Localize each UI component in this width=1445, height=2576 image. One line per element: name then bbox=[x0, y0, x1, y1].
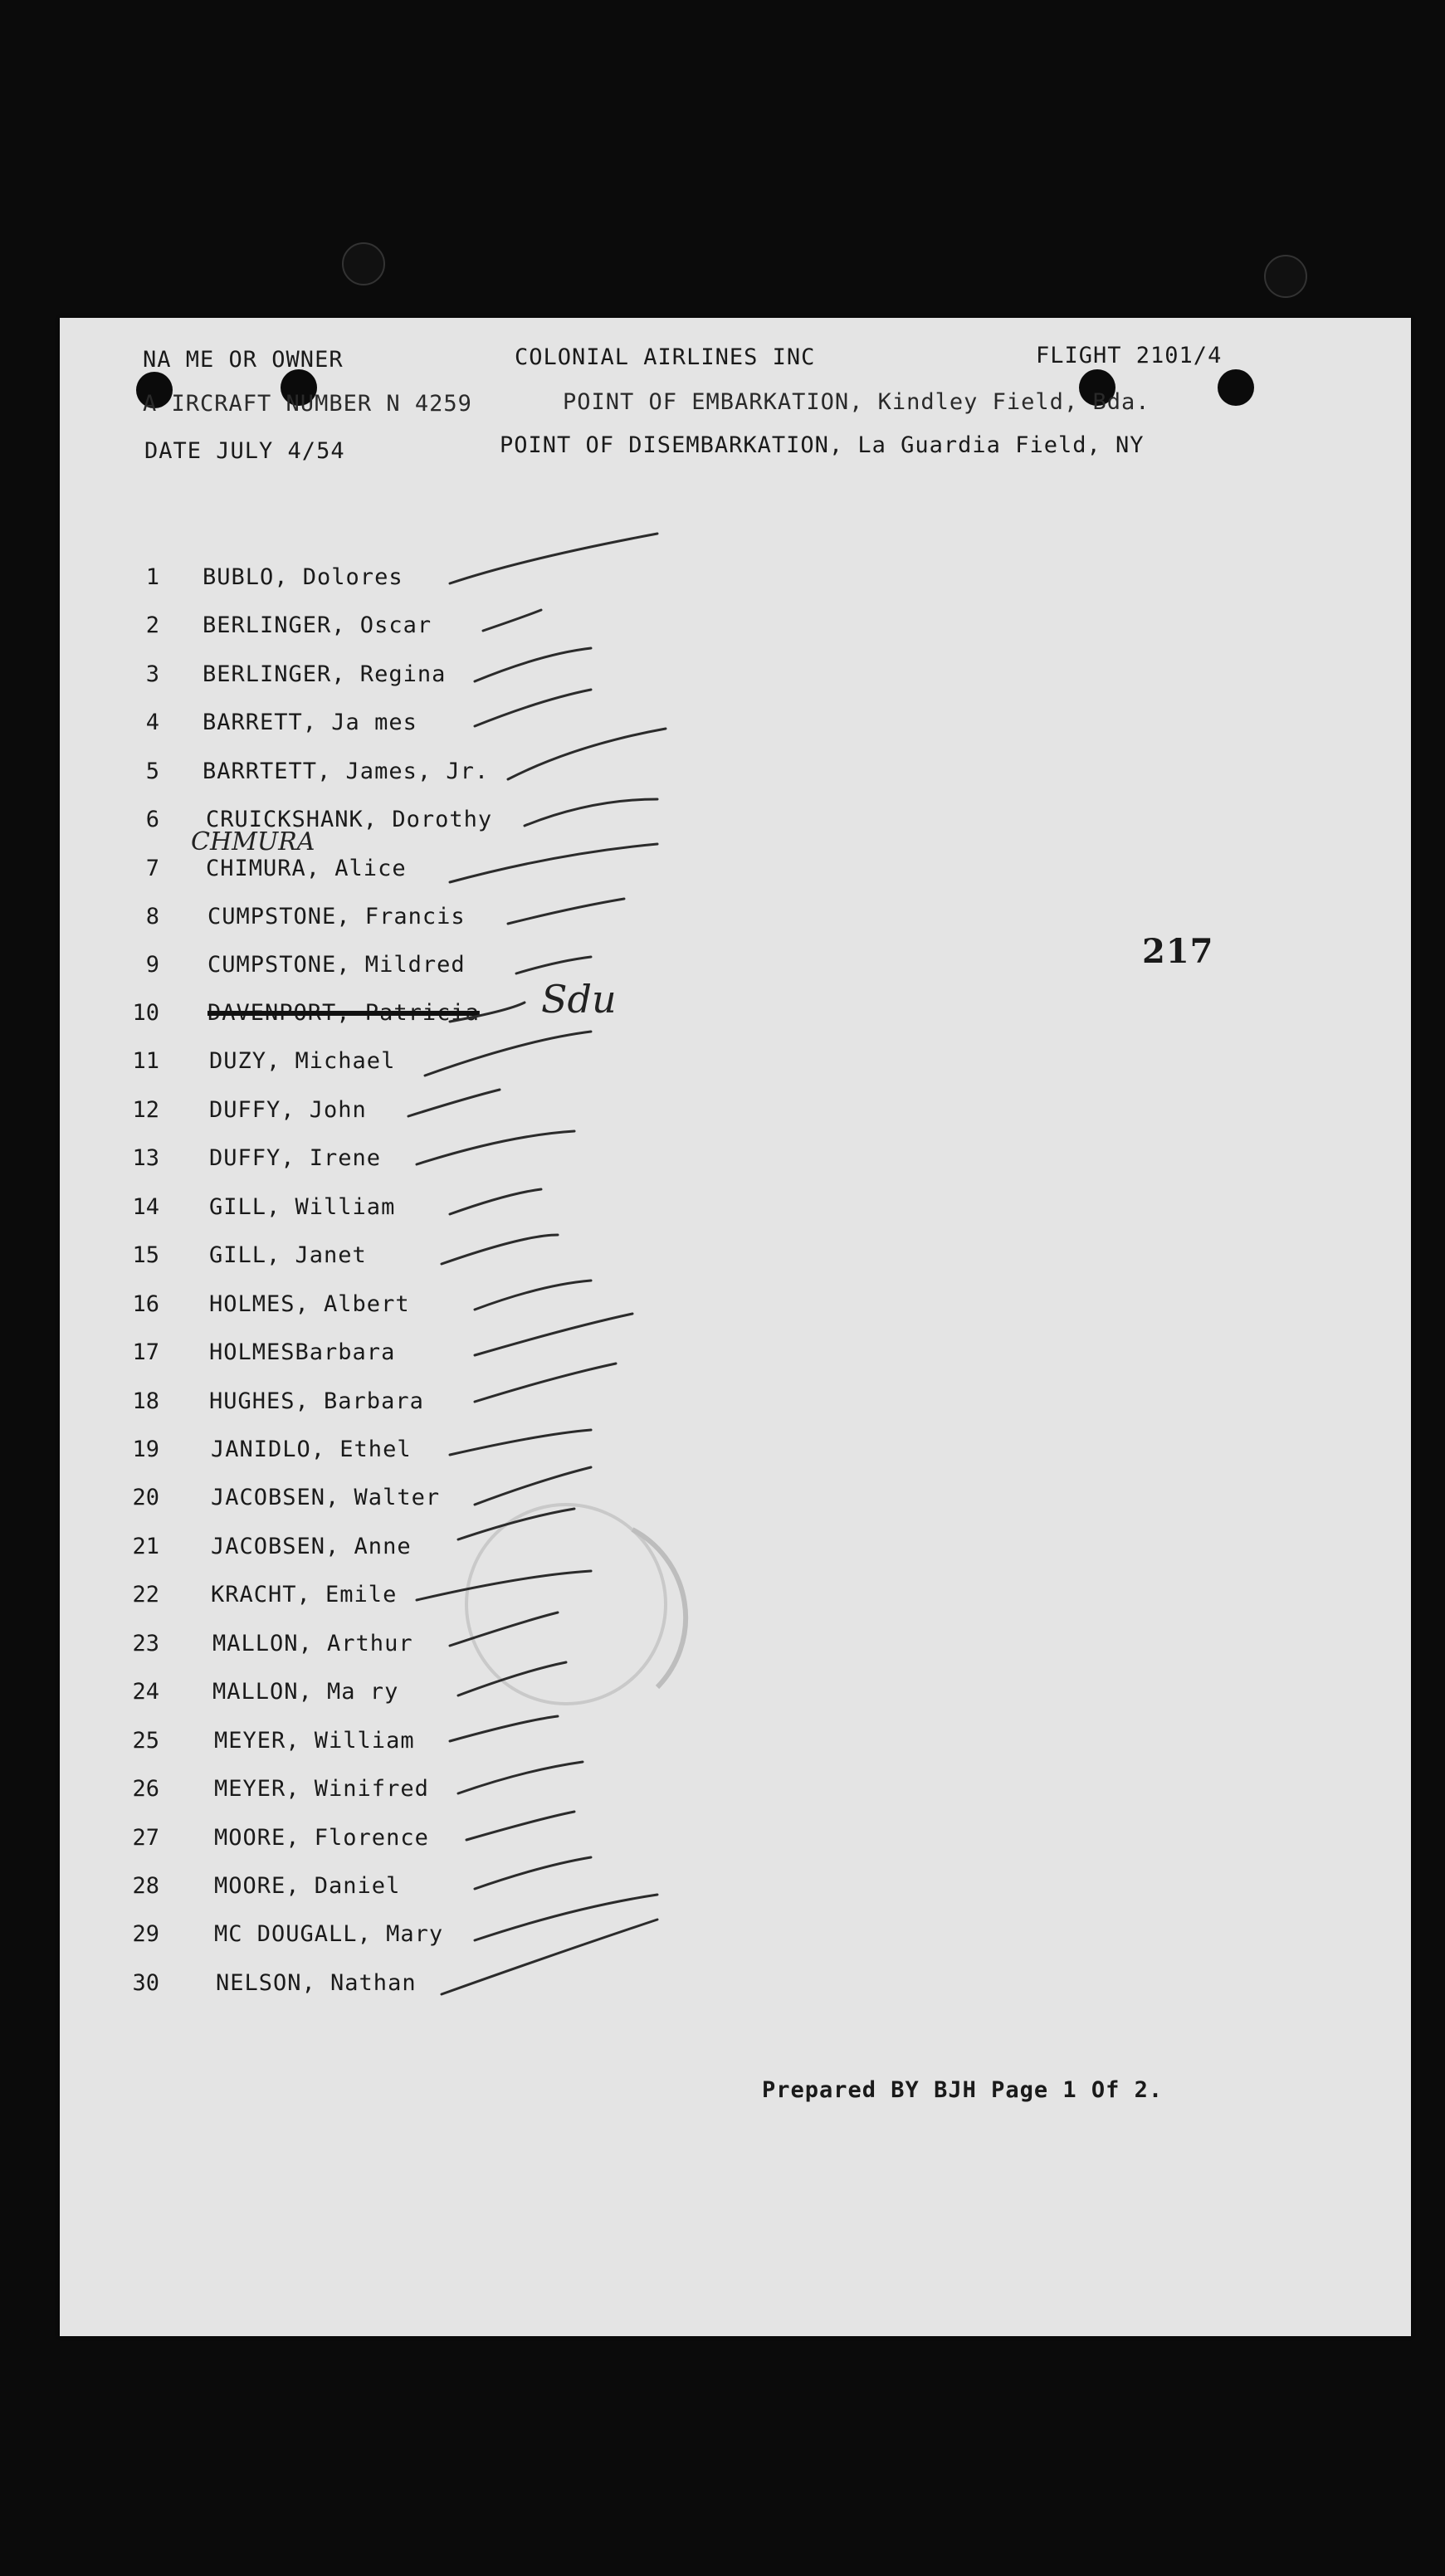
row-number: 24 bbox=[132, 1679, 159, 1705]
row-number: 17 bbox=[132, 1339, 159, 1365]
check-tick bbox=[442, 1920, 657, 1994]
row-number: 3 bbox=[145, 661, 159, 687]
check-tick bbox=[417, 1131, 574, 1164]
check-tick bbox=[475, 1314, 632, 1355]
row-number: 6 bbox=[145, 807, 159, 832]
passenger-name: DUZY, Michael bbox=[209, 1048, 396, 1074]
passenger-name: MEYER, William bbox=[214, 1728, 415, 1754]
flight-number: FLIGHT 2101/4 bbox=[1036, 343, 1223, 368]
row-number: 20 bbox=[132, 1485, 159, 1510]
check-tick bbox=[408, 1090, 500, 1116]
name-owner-label: NA ME OR OWNER bbox=[143, 347, 344, 373]
check-tick bbox=[442, 1235, 558, 1264]
check-tick bbox=[450, 1430, 591, 1455]
passenger-name: MOORE, Daniel bbox=[214, 1873, 401, 1899]
check-tick bbox=[525, 799, 657, 826]
row-number: 28 bbox=[132, 1873, 159, 1899]
check-tick bbox=[466, 1812, 574, 1840]
passenger-name: NELSON, Nathan bbox=[216, 1970, 417, 1996]
annotation-overlay bbox=[60, 318, 1411, 2336]
row-number: 21 bbox=[132, 1534, 159, 1559]
row-number: 29 bbox=[132, 1921, 159, 1947]
row-number: 12 bbox=[132, 1097, 159, 1123]
row-number: 10 bbox=[132, 1000, 159, 1026]
check-tick bbox=[450, 1003, 525, 1022]
row-number: 9 bbox=[145, 952, 159, 978]
passenger-name: GILL, William bbox=[209, 1194, 396, 1220]
passenger-name: DUFFY, Irene bbox=[209, 1145, 382, 1171]
passenger-name: HOLMESBarbara bbox=[209, 1339, 396, 1365]
passenger-name: JACOBSEN, Walter bbox=[211, 1485, 441, 1510]
check-tick bbox=[475, 648, 591, 681]
row-number: 19 bbox=[132, 1437, 159, 1462]
manifest-date: DATE JULY 4/54 bbox=[144, 438, 345, 464]
row-number: 4 bbox=[145, 710, 159, 735]
aircraft-number: A IRCRAFT NUMBER N 4259 bbox=[143, 391, 472, 417]
check-tick bbox=[508, 899, 624, 924]
row-number: 16 bbox=[132, 1291, 159, 1317]
row-number: 8 bbox=[145, 904, 159, 929]
passenger-name: MC DOUGALL, Mary bbox=[214, 1921, 444, 1947]
passenger-name: MALLON, Arthur bbox=[212, 1631, 413, 1656]
passenger-name: GILL, Janet bbox=[209, 1242, 367, 1268]
check-tick bbox=[475, 1467, 591, 1505]
check-tick bbox=[475, 1281, 591, 1310]
passenger-name: DUFFY, John bbox=[209, 1097, 367, 1123]
check-tick bbox=[508, 729, 666, 779]
check-tick bbox=[475, 1857, 591, 1889]
passenger-name: JACOBSEN, Anne bbox=[211, 1534, 412, 1559]
check-tick bbox=[450, 534, 657, 583]
passenger-name: CUMPSTONE, Mildred bbox=[207, 952, 466, 978]
passenger-name: BARRETT, Ja mes bbox=[203, 710, 417, 735]
row-number: 5 bbox=[145, 759, 159, 784]
handwritten-correction: CHMURA bbox=[191, 827, 315, 856]
check-tick bbox=[450, 1716, 558, 1741]
passenger-name: MEYER, Winifred bbox=[214, 1776, 429, 1802]
check-tick bbox=[475, 1895, 657, 1940]
row-number: 18 bbox=[132, 1388, 159, 1414]
passenger-name: MOORE, Florence bbox=[214, 1825, 429, 1851]
passenger-name: KRACHT, Emile bbox=[211, 1582, 398, 1608]
passenger-name: CHIMURA, Alice bbox=[206, 856, 407, 881]
faint-stamp-arc bbox=[632, 1530, 686, 1687]
row-number: 22 bbox=[132, 1582, 159, 1608]
check-tick bbox=[475, 690, 591, 726]
check-tick bbox=[458, 1762, 583, 1793]
faint-circular-stamp bbox=[466, 1505, 666, 1704]
row-number: 27 bbox=[132, 1825, 159, 1851]
check-tick bbox=[417, 1571, 591, 1600]
passenger-name: BERLINGER, Oscar bbox=[203, 612, 432, 638]
page-stamp-number: 217 bbox=[1142, 932, 1214, 971]
check-tick bbox=[425, 1032, 591, 1076]
passenger-name: JANIDLO, Ethel bbox=[211, 1437, 412, 1462]
row-number: 26 bbox=[132, 1776, 159, 1802]
row-number: 25 bbox=[132, 1728, 159, 1754]
row-number: 14 bbox=[132, 1194, 159, 1220]
check-tick bbox=[450, 1189, 541, 1214]
passenger-name: BARRTETT, James, Jr. bbox=[203, 759, 490, 784]
check-tick bbox=[483, 610, 541, 631]
row-number: 7 bbox=[145, 856, 159, 881]
passenger-name: CUMPSTONE, Francis bbox=[207, 904, 466, 929]
check-tick bbox=[475, 1364, 616, 1402]
manifest-sheet bbox=[60, 318, 1411, 2336]
passenger-name: BUBLO, Dolores bbox=[203, 564, 403, 590]
background-hole-mark bbox=[342, 242, 385, 285]
row-number: 11 bbox=[132, 1048, 159, 1074]
airline-name: COLONIAL AIRLINES INC bbox=[515, 344, 816, 370]
passenger-name: BERLINGER, Regina bbox=[203, 661, 447, 687]
passenger-name: HUGHES, Barbara bbox=[209, 1388, 424, 1414]
row-number: 23 bbox=[132, 1631, 159, 1656]
row-number: 1 bbox=[145, 564, 159, 590]
point-of-disembarkation: POINT OF DISEMBARKATION, La Guardia Field, NY bbox=[500, 432, 1145, 458]
check-tick bbox=[450, 844, 657, 882]
row-number: 13 bbox=[132, 1145, 159, 1171]
check-tick bbox=[458, 1509, 574, 1539]
passenger-name: HOLMES, Albert bbox=[209, 1291, 410, 1317]
prepared-by-footer: Prepared BY BJH Page 1 Of 2. bbox=[762, 2077, 1164, 2103]
passenger-name: CRUICKSHANK, Dorothy bbox=[206, 807, 493, 832]
row-number: 15 bbox=[132, 1242, 159, 1268]
passenger-name: MALLON, Ma ry bbox=[212, 1679, 399, 1705]
point-of-embarkation: POINT OF EMBARKATION, Kindley Field, Bda. bbox=[563, 389, 1150, 415]
row-number: 30 bbox=[132, 1970, 159, 1996]
passenger-name-struck: DAVENPORT, Patricia bbox=[207, 1000, 480, 1026]
row-number: 2 bbox=[145, 612, 159, 638]
background-hole-mark bbox=[1264, 255, 1307, 298]
check-tick bbox=[516, 957, 591, 973]
check-tick bbox=[458, 1662, 566, 1695]
handwritten-initials: Sdu bbox=[541, 977, 617, 1022]
